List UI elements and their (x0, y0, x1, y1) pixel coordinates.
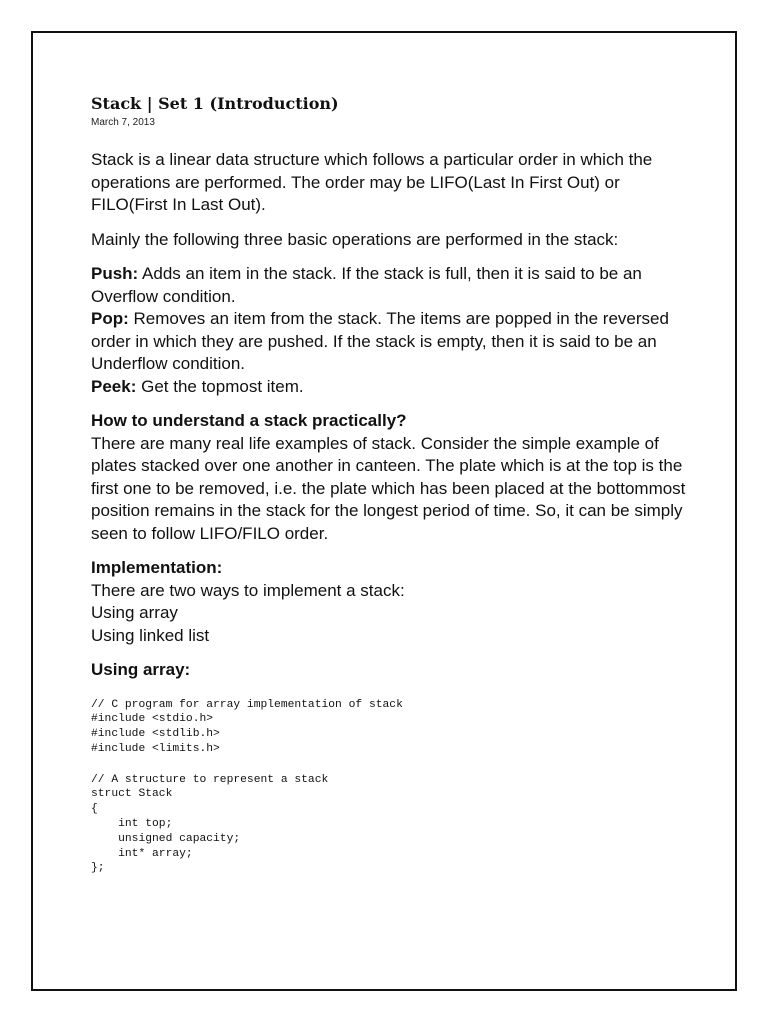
array-heading (91, 659, 691, 682)
intro-paragraph: Stack is a linear data structure which follows a particular order in which the operations are performed. The order may be LIFO(Last In First Out) or FILO(First In Last Out). (91, 150, 653, 214)
article-date: March 7, 2013 (91, 117, 155, 128)
operation-description: Adds an item in the stack. If the stack is full, then it is said to be an Overflow condition. (91, 264, 642, 306)
implementation-heading-text: Implementation: (91, 558, 223, 577)
operation-peek (91, 376, 691, 399)
implementation-heading (91, 557, 691, 580)
article-title: Stack | Set 1 (Introduction) (91, 94, 339, 113)
array-heading-text: Using array: (91, 660, 191, 679)
code-block-includes: // C program for array implementation of stack #include <stdio.h> #include <stdlib.h> #include <limits.h> (91, 698, 403, 755)
practical-paragraph: There are many real life examples of stack. Consider the simple example of plates stacked over one another in canteen. The plate which is at the top is the first one to be removed, i.e. the plate which has been placed at the bottommost position remains in the stack for the longest period of time. So, it can be simply seen to follow LIFO/FILO order. (91, 433, 686, 543)
practical-heading (91, 410, 691, 433)
implementation-line: There are two ways to implement a stack: (91, 580, 405, 600)
document-page (31, 31, 737, 991)
practical-heading-text: How to understand a stack practically? (91, 411, 407, 430)
implementation-line: Using linked list (91, 625, 210, 645)
operation-push (91, 263, 691, 308)
operation-pop (91, 308, 691, 376)
operation-term: Peek: (91, 376, 137, 396)
implementation-line: Using array (91, 603, 178, 622)
operation-term: Pop: (91, 309, 129, 328)
operations-lead: Mainly the following three basic operations are performed in the stack: (91, 229, 619, 249)
operation-description: Get the topmost item. (136, 376, 304, 396)
operation-term: Push: (91, 264, 139, 283)
operation-description: Removes an item from the stack. The items are popped in the reversed order in which they are pushed. If the stack is empty, then it is said to be an Underflow condition. (91, 309, 669, 373)
code-block-struct: // A structure to represent a stack struct Stack { int top; unsigned capacity; int* array; }; (91, 773, 329, 875)
article-body (91, 93, 691, 876)
operations-list (91, 263, 691, 398)
